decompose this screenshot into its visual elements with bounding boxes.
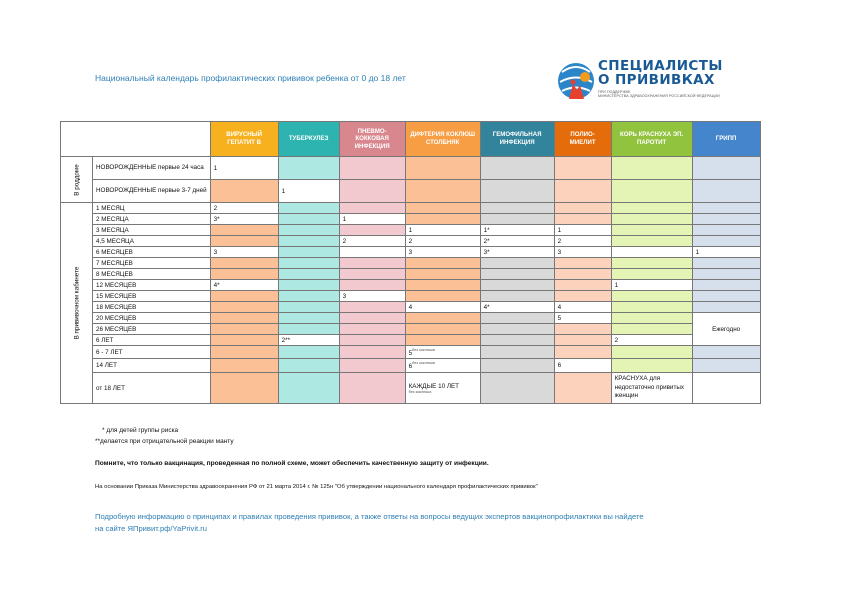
dose-cell	[405, 214, 480, 225]
dose-cell	[210, 258, 278, 269]
dose-cell	[611, 214, 692, 225]
table-row	[61, 280, 761, 291]
dose-cell: 3	[339, 291, 405, 302]
group-maternity-label: В роддоме	[73, 163, 80, 196]
dose-cell	[278, 373, 339, 404]
dose-value: 5	[408, 349, 413, 357]
dose-cell	[339, 180, 405, 203]
dose-cell	[405, 335, 480, 346]
dose-cell	[278, 269, 339, 280]
corner-label: Возраст/Инфекция	[61, 122, 211, 157]
age-cell: НОВОРОЖДЕННЫЕ первые 24 часа	[93, 157, 211, 180]
dose-cell	[611, 236, 692, 247]
age-cell: 6 МЕСЯЦЕВ	[93, 247, 211, 258]
dose-value: 6	[408, 363, 413, 370]
dose-cell	[405, 203, 480, 214]
dose-cell	[405, 157, 480, 180]
dose-cell	[210, 346, 278, 359]
dose-cell	[339, 203, 405, 214]
dose-cell	[554, 214, 611, 225]
dose-cell	[480, 157, 554, 180]
dose-cell	[611, 258, 692, 269]
dose-cell: 4*	[480, 302, 554, 313]
dose-cell	[210, 225, 278, 236]
dose-cell	[405, 269, 480, 280]
group-clinic	[61, 203, 93, 404]
dose-cell	[339, 302, 405, 313]
dose-cell: 2*	[480, 236, 554, 247]
dose-cell	[611, 291, 692, 302]
dose-cell	[554, 291, 611, 302]
age-cell: 12 МЕСЯЦЕВ	[93, 280, 211, 291]
group-clinic-label: В прививочном кабинете	[73, 266, 80, 340]
dose-cell	[210, 269, 278, 280]
dose-cell	[210, 373, 278, 404]
dose-cell	[692, 373, 760, 404]
dose-cell	[278, 236, 339, 247]
dose-cell	[210, 313, 278, 324]
dose-cell	[692, 203, 760, 214]
dose-cell	[405, 291, 480, 302]
dose-cell	[339, 313, 405, 324]
dose-cell	[210, 324, 278, 335]
dose-cell	[339, 335, 405, 346]
dose-cell	[554, 346, 611, 359]
dose-cell	[480, 180, 554, 203]
age-cell: 8 МЕСЯЦЕВ	[93, 269, 211, 280]
legal-basis-text: На основании Приказа Министерства здравоохранения РФ от 21 марта 2014 г. № 125н "Об утверждении национального календаря профилактических прививок"	[95, 484, 538, 490]
dose-cell	[278, 359, 339, 373]
dose-cell	[611, 346, 692, 359]
dose-cell: 1	[692, 247, 760, 258]
dose-cell	[278, 203, 339, 214]
dose-cell	[210, 359, 278, 373]
age-cell: 20 МЕСЯЦЕВ	[93, 313, 211, 324]
dose-cell: 2	[405, 236, 480, 247]
footnote-mantoux: **делается при отрицательной реакции манту	[95, 438, 234, 445]
age-cell: 1 МЕСЯЦ	[93, 203, 211, 214]
table-header-row	[61, 122, 761, 157]
table-row	[61, 302, 761, 313]
table-row	[61, 373, 761, 404]
dose-cell	[692, 258, 760, 269]
group-maternity	[61, 157, 93, 203]
dose-cell	[405, 258, 480, 269]
table-row	[61, 236, 761, 247]
dose-cell: 2	[210, 203, 278, 214]
age-cell: НОВОРОЖДЕННЫЕ первые 3-7 дней	[93, 180, 211, 203]
table-row	[61, 180, 761, 203]
dose-cell	[339, 157, 405, 180]
flu-yearly-cell: Ежегодно	[692, 313, 760, 346]
dose-cell	[339, 280, 405, 291]
age-cell: 18 МЕСЯЦЕВ	[93, 302, 211, 313]
age-cell: 7 МЕСЯЦЕВ	[93, 258, 211, 269]
dose-cell	[210, 180, 278, 203]
dose-cell: 3	[210, 247, 278, 258]
dose-cell	[210, 236, 278, 247]
dose-cell	[692, 346, 760, 359]
dose-cell: 1	[611, 280, 692, 291]
dose-cell	[480, 346, 554, 359]
dose-cell	[692, 280, 760, 291]
dose-cell	[339, 359, 405, 373]
table-row	[61, 359, 761, 373]
dose-cell	[339, 258, 405, 269]
dose-value: КАЖДЫЕ 10 ЛЕТ	[408, 382, 460, 390]
dose-cell	[611, 302, 692, 313]
dose-cell: 1*	[480, 225, 554, 236]
age-cell: 2 МЕСЯЦА	[93, 214, 211, 225]
dose-cell	[692, 269, 760, 280]
more-info	[95, 511, 755, 535]
dose-cell	[278, 291, 339, 302]
header-dtp: ДИФТЕРИЯ КОКЛЮШ СТОЛБНЯК	[405, 122, 480, 157]
dose-cell	[554, 324, 611, 335]
table-row	[61, 335, 761, 346]
table-row	[61, 214, 761, 225]
age-cell: 26 МЕСЯЦЕВ	[93, 324, 211, 335]
dose-cell	[554, 157, 611, 180]
dose-cell	[692, 180, 760, 203]
dose-cell	[480, 324, 554, 335]
dose-cell	[480, 203, 554, 214]
dose-cell: 3	[554, 247, 611, 258]
table-row	[61, 203, 761, 214]
header-tuberculosis: ТУБЕРКУЛЕЗ	[278, 122, 339, 157]
dose-cell	[611, 157, 692, 180]
dose-cell	[210, 302, 278, 313]
dose-cell	[611, 269, 692, 280]
dose-cell	[611, 247, 692, 258]
dose-cell	[339, 269, 405, 280]
vaccination-table	[60, 121, 761, 404]
dose-cell	[480, 313, 554, 324]
dose-cell	[278, 247, 339, 258]
dose-cell	[405, 359, 480, 373]
dose-cell	[278, 157, 339, 180]
age-cell: 6 - 7 ЛЕТ	[93, 346, 211, 359]
dose-cell	[278, 324, 339, 335]
dose-cell: 5	[554, 313, 611, 324]
logo-line1: СПЕЦИАЛИСТЫ	[598, 58, 723, 74]
dose-cell	[611, 359, 692, 373]
dose-cell	[278, 258, 339, 269]
dose-cell: 1	[554, 225, 611, 236]
table-row	[61, 313, 761, 324]
logo-line2: О ПРИВИВКАХ	[598, 71, 715, 88]
warning-text: Помните, что только вакцинация, проведенная по полной схеме, может обеспечить качественную защиту от инфекции.	[95, 460, 489, 467]
dose-cell	[554, 280, 611, 291]
dose-cell	[339, 373, 405, 404]
header-hib: ГЕМОФИЛЬНАЯ ИНФЕКЦИЯ	[480, 122, 554, 157]
logo-text	[598, 60, 723, 98]
no-pertussis-note: без коклюша	[408, 389, 432, 394]
dose-cell: 3*	[480, 247, 554, 258]
dose-cell	[339, 225, 405, 236]
dose-cell: КРАСНУХА для недостаточно привитых женщин	[611, 373, 692, 404]
header-polio: ПОЛИО-МИЕЛИТ	[554, 122, 611, 157]
dose-cell: 2**	[278, 335, 339, 346]
dose-cell	[480, 258, 554, 269]
header-mmr: КОРЬ КРАСНУХА ЭП. ПАРОТИТ	[611, 122, 692, 157]
dose-cell	[611, 324, 692, 335]
age-cell: от 18 ЛЕТ	[93, 373, 211, 404]
dose-cell: 4*	[210, 280, 278, 291]
dose-cell	[692, 291, 760, 302]
dose-cell	[480, 280, 554, 291]
age-cell: 15 МЕСЯЦЕВ	[93, 291, 211, 302]
dose-cell: 3	[405, 247, 480, 258]
table-row	[61, 291, 761, 302]
no-pertussis-note: без коклюша	[412, 347, 435, 352]
dose-cell: 2	[611, 335, 692, 346]
dose-cell	[611, 313, 692, 324]
header-pneumococcal: ПНЕВМО-КОККОВАЯ ИНФЕКЦИЯ	[339, 122, 405, 157]
page-title: Национальный календарь профилактических прививок ребенка от 0 до 18 лет	[95, 73, 406, 83]
dose-cell: 1	[278, 180, 339, 203]
dose-cell	[554, 203, 611, 214]
dose-cell	[210, 335, 278, 346]
dose-cell	[554, 258, 611, 269]
dose-cell	[405, 313, 480, 324]
dose-cell	[692, 302, 760, 313]
dose-cell: 1	[405, 225, 480, 236]
dose-cell	[480, 359, 554, 373]
dose-cell	[278, 313, 339, 324]
dose-cell	[278, 302, 339, 313]
age-cell: 14 ЛЕТ	[93, 359, 211, 373]
dose-cell: 1	[339, 214, 405, 225]
dose-cell	[480, 373, 554, 404]
dose-cell	[611, 203, 692, 214]
dose-cell	[554, 373, 611, 404]
dose-cell	[692, 157, 760, 180]
dose-cell: 3*	[210, 214, 278, 225]
table-row	[61, 269, 761, 280]
dose-cell	[554, 180, 611, 203]
dose-cell	[405, 373, 480, 404]
more-info-line1: Подробную информацию о принципах и правилах проведения прививок, а также ответы на вопросы ведущих экспертов вакцинопрофилактики вы найдете	[95, 512, 644, 521]
dose-cell	[692, 225, 760, 236]
footnotes	[95, 425, 234, 447]
dose-cell	[554, 269, 611, 280]
dose-cell	[339, 346, 405, 359]
dose-cell	[405, 280, 480, 291]
age-cell: 3 МЕСЯЦА	[93, 225, 211, 236]
footnote-risk: * для детей группы риска	[102, 427, 179, 434]
table-row	[61, 324, 761, 335]
logo-line4: МИНИСТЕРСТВА ЗДРАВООХРАНЕНИЯ РОССИЙСКОЙ ФЕДЕРАЦИИ	[598, 93, 720, 98]
dose-cell	[339, 324, 405, 335]
table-row	[61, 346, 761, 359]
table-row	[61, 157, 761, 180]
dose-cell	[692, 359, 760, 373]
dose-cell	[692, 236, 760, 247]
header-flu: ГРИПП	[692, 122, 760, 157]
dose-cell	[278, 225, 339, 236]
dose-cell	[692, 214, 760, 225]
dose-cell	[480, 335, 554, 346]
dose-cell: 6	[554, 359, 611, 373]
header-hepatitis-b: ВИРУСНЫЙ ГЕПАТИТ В	[210, 122, 278, 157]
dose-cell	[278, 280, 339, 291]
dose-cell	[405, 346, 480, 359]
dose-cell	[278, 214, 339, 225]
dose-cell: 4	[554, 302, 611, 313]
dose-cell	[611, 180, 692, 203]
age-cell: 6 ЛЕТ	[93, 335, 211, 346]
table-row	[61, 225, 761, 236]
dose-cell: 1	[210, 157, 278, 180]
table-row	[61, 258, 761, 269]
dose-cell: 2	[339, 236, 405, 247]
more-info-link[interactable]: на сайте ЯПривит.рф/YaPrivit.ru	[95, 524, 207, 533]
dose-cell	[480, 291, 554, 302]
dose-cell	[554, 335, 611, 346]
dose-cell: 4	[405, 302, 480, 313]
no-pertussis-note: без коклюша	[412, 361, 435, 365]
dose-cell	[405, 180, 480, 203]
dose-cell	[278, 346, 339, 359]
dose-cell	[480, 269, 554, 280]
dose-cell	[480, 214, 554, 225]
table-row	[61, 247, 761, 258]
logo-line3: ПРИ ПОДДЕРЖКЕ	[598, 90, 631, 94]
dose-cell	[210, 291, 278, 302]
dose-cell	[611, 225, 692, 236]
dose-cell	[405, 324, 480, 335]
dose-cell: 2	[554, 236, 611, 247]
dose-cell	[339, 247, 405, 258]
age-cell: 4,5 МЕСЯЦА	[93, 236, 211, 247]
